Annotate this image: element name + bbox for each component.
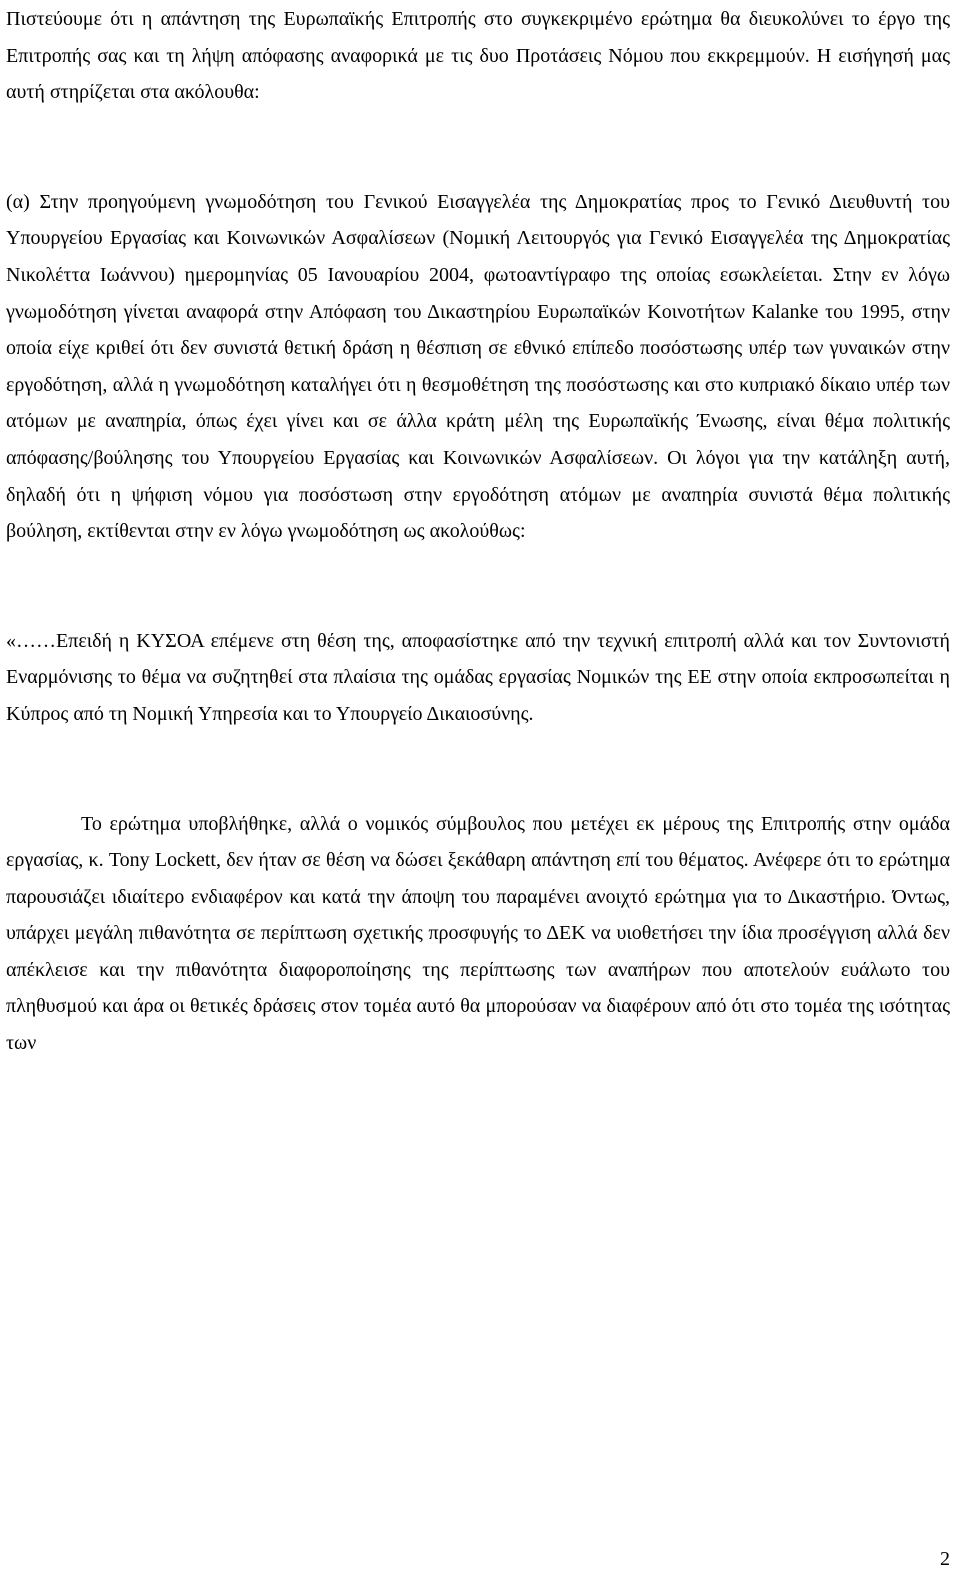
paragraph-intro: Πιστεύουμε ότι η απάντηση της Ευρωπαϊκής Επιτροπής στο συγκεκριμένο ερώτημα θα διευκολύνει το έργο της Επιτροπής σας και τη λήψη απόφασης αναφορικά με τις δυο Προτάσεις Νόμου που εκκρεμμούν. Η εισήγησή μας αυτή στηρίζεται στα ακόλουθα: <box>6 8 950 104</box>
paragraph-spacer <box>6 550 950 623</box>
paragraph-question: Το ερώτημα υποβλήθηκε, αλλά ο νομικός σύμβουλος που μετέχει εκ μέρους της Επιτροπής στην ομάδα εργασίας, κ. Tony Lockett, δεν ήταν σε θέση να δώσει ξεκάθαρη απάντηση επί του θέματος. Ανέφερε ότι το ερώτημα παρουσιάζει ιδιαίτερο ενδιαφέρον και κατά την άποψη του παραμένει ανοιχτό ερώτημα για το Δικαστήριο. Όντως, υπάρχει μεγάλη πιθανότητα σε περίπτωση σχετικής προσφυγής το ΔΕΚ να υιοθετήσει την ίδια προσέγγιση αλλά δεν απέκλεισε και την πιθανότητα διαφοροποίησης της περίπτωσης των αναπήρων που αποτελούν ευάλωτο του πληθυσμού και άρα οι θετικές δράσεις στον τομέα αυτό θα μπορούσαν να διαφέρουν από ότι στο τομέα της ισότητας των <box>6 812 950 1055</box>
page-number: 2 <box>940 1548 950 1570</box>
paragraph-spacer <box>6 111 950 184</box>
paragraph-spacer <box>6 733 950 806</box>
paragraph-point-a: (α) Στην προηγούμενη γνωμοδότηση του Γενικού Εισαγγελέα της Δημοκρατίας προς το Γενικό Διευθυντή του Υπουργείου Εργασίας και Κοινωνικών Ασφαλίσεων (Νομική Λειτουργός για Γενικό Εισαγγελέα της Δημοκρατίας Νικολέττα Ιωάννου) ημερομηνίας 05 Ιανουαρίου 2004, φωτοαντίγραφο της οποίας εσωκλείεται. Στην εν λόγω γνωμοδότηση γίνεται αναφορά στην Απόφαση του Δικαστηρίου Ευρωπαϊκών Κοινοτήτων Kalanke του 1995, στην οποία είχε κριθεί ότι δεν συνιστά θετική δράση η θέσπιση σε εθνικό επίπεδο ποσόστωσης υπέρ των γυναικών στην εργοδότηση, αλλά η γνωμοδότηση καταλήγει ότι η θεσμοθέτηση της ποσόστωσης και στο κυπριακό δίκαιο υπέρ των ατόμων με αναπηρία, όπως έχει γίνει και σε άλλα κράτη μέλη της Ευρωπαϊκής Ένωσης, είναι θέμα πολιτικής απόφασης/βούλησης του Υπουργείου Εργασίας και Κοινωνικών Ασφαλίσεων. Οι λόγοι για την κατάληξη αυτή, δηλαδή ότι η ψήφιση νόμου για ποσόστωση στην εργοδότηση ατόμων με αναπηρία συνιστά θέμα πολιτικής βούληση, εκτίθενται στην εν λόγω γνωμοδότηση ως ακολούθως: <box>6 190 950 543</box>
paragraph-quote: «……Επειδή η ΚΥΣΟΑ επέμενε στη θέση της, αποφασίστηκε από την τεχνική επιτροπή αλλά και τον Συντονιστή Εναρμόνισης το θέμα να συζητηθεί στα πλαίσια της ομάδας εργασίας Νομικών της ΕΕ στην οποία εκπροσωπείται η Κύπρος από τη Νομική Υπηρεσία και το Υπουργείο Δικαιοσύνης. <box>6 629 950 725</box>
document-page <box>6 0 950 1062</box>
